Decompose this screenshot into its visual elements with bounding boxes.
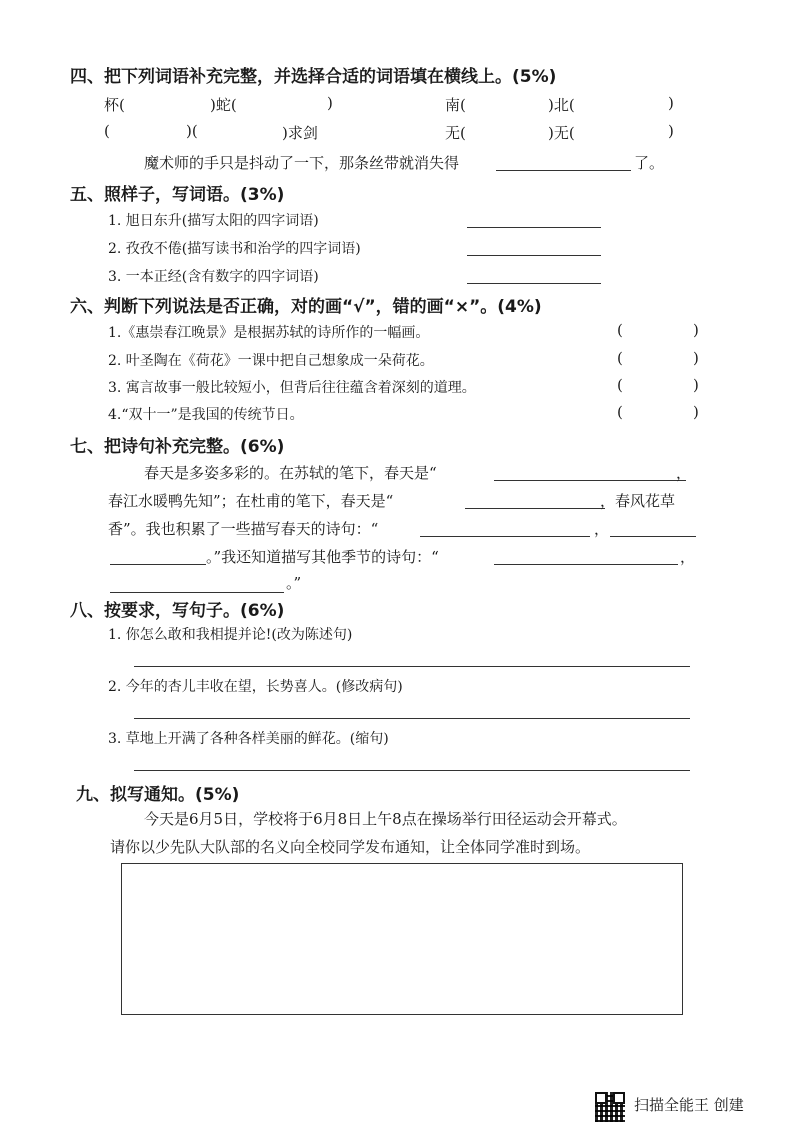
word-fill-4b: )无(: [548, 124, 575, 142]
poem-line-2-end: ，春风花草: [600, 492, 676, 510]
poem-line-4: 。”我还知道描写其他季节的诗句：“: [206, 548, 439, 566]
section-7-heading: 七、把诗句补充完整。(6%): [70, 437, 285, 457]
answer-paren-open[interactable]: (: [617, 376, 623, 394]
qr-code-icon: [595, 1092, 625, 1122]
word-fill-3c: )求剑: [282, 124, 318, 142]
scanner-brand-label: 扫描全能王 创建: [634, 1096, 744, 1114]
word-fill-1a: 杯(: [104, 96, 125, 114]
answer-paren-open[interactable]: (: [617, 321, 623, 339]
answer-line[interactable]: [110, 592, 284, 593]
list-item: 3. 寓言故事一般比较短小，但背后往往蕴含着深刻的道理。: [108, 380, 476, 396]
notice-prompt-2: 请你以少先队大队部的名义向全校同学发布通知，让全体同学准时到场。: [110, 838, 591, 856]
word-fill-2b: )北(: [548, 96, 575, 114]
answer-paren-close: ): [693, 376, 699, 394]
answer-paren-close: ): [693, 349, 699, 367]
answer-line[interactable]: [465, 508, 605, 509]
word-fill-4c: ): [668, 122, 674, 140]
list-item: 2. 孜孜不倦(描写读书和治学的四字词语): [108, 241, 361, 257]
list-item: 2. 今年的杏儿丰收在望，长势喜人。(修改病句): [108, 679, 403, 695]
answer-paren-close: ): [693, 403, 699, 421]
poem-line-4-end: ，: [680, 548, 696, 566]
answer-paren-open[interactable]: (: [617, 349, 623, 367]
answer-line[interactable]: [467, 227, 601, 228]
word-fill-1c: ): [327, 94, 333, 112]
answer-line[interactable]: [467, 255, 601, 256]
word-fill-4a: 无(: [445, 124, 466, 142]
poem-line-3: 香”。我也积累了一些描写春天的诗句：“: [108, 520, 379, 538]
fill-sentence: 魔术师的手只是抖动了一下，那条丝带就消失得: [144, 154, 460, 172]
answer-line[interactable]: [610, 536, 696, 537]
word-fill-2c: ): [668, 94, 674, 112]
answer-paren-close: ): [693, 321, 699, 339]
list-item: 1.《惠崇春江晚景》是根据苏轼的诗所作的一幅画。: [108, 325, 430, 341]
answer-line[interactable]: [467, 283, 601, 284]
section-5-heading: 五、照样子，写词语。(3%): [70, 185, 285, 205]
fill-sentence-end: 了。: [634, 154, 665, 172]
word-fill-1b: )蛇(: [210, 96, 237, 114]
answer-paren-open[interactable]: (: [617, 403, 623, 421]
answer-line[interactable]: [134, 770, 690, 771]
list-item: 1. 你怎么敢和我相提并论!(改为陈述句): [108, 627, 353, 643]
answer-line[interactable]: [494, 480, 686, 481]
list-item: 3. 一本正经(含有数字的四字词语): [108, 269, 319, 285]
list-item: 4.“双十一”是我国的传统节日。: [108, 407, 304, 423]
answer-line[interactable]: [110, 564, 206, 565]
list-item: 3. 草地上开满了各种各样美丽的鲜花。(缩句): [108, 731, 389, 747]
poem-line-2: 春江水暖鸭先知”；在杜甫的笔下，春天是“: [108, 492, 394, 510]
word-fill-3b: )(: [186, 122, 198, 140]
notice-answer-box[interactable]: [121, 863, 683, 1015]
poem-line-1: 春天是多姿多彩的。在苏轼的笔下，春天是“: [144, 464, 437, 482]
answer-line[interactable]: [420, 536, 590, 537]
section-4-heading: 四、把下列词语补充完整，并选择合适的词语填在横线上。(5%): [70, 67, 557, 87]
list-item: 2. 叶圣陶在《荷花》一课中把自己想象成一朵荷花。: [108, 353, 434, 369]
word-fill-3a: (: [104, 122, 110, 140]
section-6-heading: 六、判断下列说法是否正确，对的画“√”，错的画“×”。(4%): [70, 297, 542, 317]
answer-line[interactable]: [496, 170, 631, 171]
answer-line[interactable]: [134, 666, 690, 667]
answer-line[interactable]: [494, 564, 678, 565]
notice-prompt-1: 今天是6月5日，学校将于6月8日上午8点在操场举行田径运动会开幕式。: [144, 810, 627, 828]
poem-line-1-end: ，: [676, 464, 692, 482]
word-fill-2a: 南(: [445, 96, 466, 114]
section-8-heading: 八、按要求，写句子。(6%): [70, 601, 285, 621]
poem-line-3-end: ，: [594, 520, 610, 538]
section-9-heading: 九、拟写通知。(5%): [76, 785, 240, 805]
answer-line[interactable]: [134, 718, 690, 719]
list-item: 1. 旭日东升(描写太阳的四字词语): [108, 213, 319, 229]
poem-line-5: 。”: [286, 574, 302, 592]
